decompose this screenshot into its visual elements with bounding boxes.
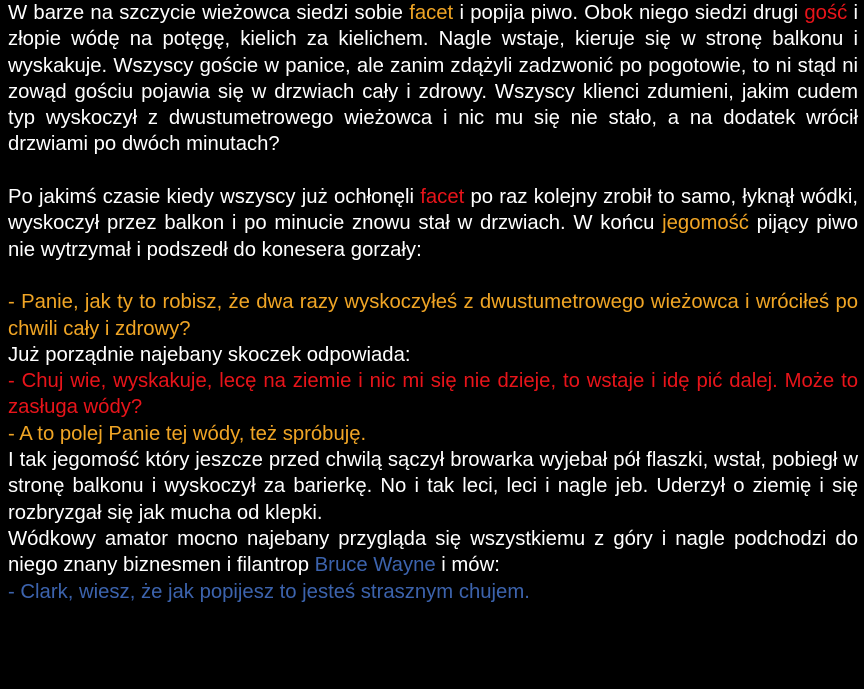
paragraph-repeat	[8, 184, 858, 263]
text-segment: i popija piwo. Obok niego siedzi drugi	[453, 2, 805, 24]
paragraph-spacer	[8, 263, 858, 289]
highlight-bruce-wayne: Bruce Wayne	[314, 554, 436, 577]
highlight-facet: facet	[409, 2, 454, 24]
narration-line: Już porządnie najebany skoczek odpowiada:	[8, 343, 411, 366]
dialogue-reply: - A to polej Panie tej wódy, też spróbuję.	[8, 422, 367, 445]
text-segment: Wódkowy amator mocno najebany przygląda się wszystkiemu z góry i nagle podchodzi do niego znany biznesmen i filantrop	[8, 527, 858, 577]
paragraph-intro	[8, 0, 858, 158]
narration-fall: I tak jegomość który jeszcze przed chwilą sączył browarka wyjebał pół flaszki, wstał, pobiegł w stronę balkonu i wyskoczył za barierkę. No i tak leci, leci i nagle jeb. Uderzył o ziemię i się rozbryzgał się jak mucha od klepki.	[8, 449, 858, 524]
dialogue-punchline: - Clark, wiesz, że jak popijesz to jesteś strasznym chujem.	[8, 580, 530, 603]
highlight-facet-red: facet	[420, 186, 465, 209]
narration-bruce	[8, 526, 858, 579]
text-segment: W barze na szczycie wieżowca siedzi sobie	[8, 2, 410, 24]
text-segment: i złopie wódę na potęgę, kielich za kielichem. Nagle wstaje, kieruje się w stronę balkonu i wyskakuje. Wszyscy goście w panice, ale zanim zdążyli zadzwonić po pogotowie, to ni stąd ni zowąd gościu pojawia się w drzwiach cały i zdrowy. Wszyscy klienci zdumieni, jakim cudem typ wyskoczył z dwustumetrowego wieżowca i nic mu się nie stało, a na dodatek wrócił drzwiami po dwóch minutach?	[8, 2, 859, 156]
text-segment: i mów:	[435, 554, 500, 577]
highlight-gosc: gość	[804, 2, 848, 24]
text-segment: pijący piwo nie wytrzymał i podszedł do konesera gorzały:	[8, 212, 858, 261]
text-segment: po raz kolejny zrobił to samo, łyknął wódki, wyskoczył przez balkon i po minucie znowu stał w drzwiach. W końcu	[8, 186, 858, 235]
text-segment: Po jakimś czasie kiedy wszyscy już ochłonęli	[8, 186, 421, 209]
paragraph-spacer	[8, 158, 858, 184]
dialogue-question: - Panie, jak ty to robisz, że dwa razy wyskoczyłeś z dwustumetrowego wieżowca i wróciłeś po chwili cały i zdrowy?	[8, 291, 858, 340]
highlight-jegomosc: jegomość	[662, 212, 749, 235]
dialogue-answer: - Chuj wie, wyskakuje, lecę na ziemie i nic mi się nie dzieje, to wstaje i idę pić dalej. Może to zasługa wódy?	[8, 370, 858, 419]
